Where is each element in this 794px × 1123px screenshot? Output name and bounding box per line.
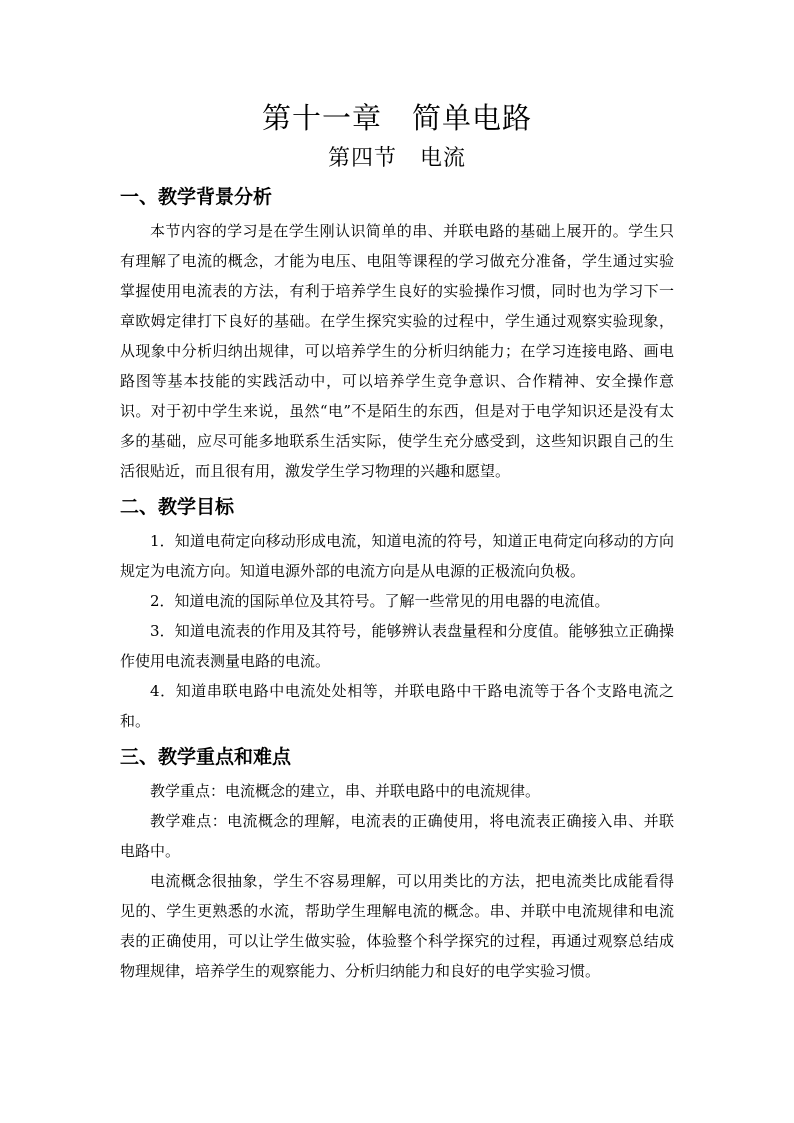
section-background (120, 182, 674, 486)
objective-item: 3．知道电流表的作用及其符号，能够辨认表盘量程和分度值。能够独立正确操作使用电流表测量电路的电流。 (120, 622, 674, 670)
key-point: 教学重点：电流概念的建立，串、并联电路中的电流规律。 (150, 782, 541, 800)
section-objectives (120, 492, 674, 736)
paragraph: 电流概念很抽象，学生不容易理解，可以用类比的方法，把电流类比成能看得见的、学生更熟悉的水流，帮助学生理解电流的概念。串、并联中电流规律和电流表的正确使用，可以让学生做实验，体验整个科学探究的过程，再通过观察总结成物理规律，培养学生的观察能力、分析归纳能力和良好的电学实验习惯。 (120, 872, 674, 980)
heading-background: 一、教学背景分析 (120, 186, 273, 208)
heading-key-points: 三、教学重点和难点 (120, 746, 292, 768)
chapter-title: 第十一章 简单电路 (261, 101, 532, 135)
difficulty: 教学难点：电流概念的理解，电流表的正确使用，将电流表正确接入串、并联电路中。 (120, 812, 674, 860)
paragraph: 本节内容的学习是在学生刚认识简单的串、并联电路的基础上展开的。学生只有理解了电流的概念，才能为电压、电阻等课程的学习做充分准备，学生通过实验掌握使用电流表的方法，有利于培养学生良好的实验操作习惯，同时也为学习下一章欧姆定律打下良好的基础。在学生探究实验的过程中，学生通过观察实验现象，从现象中分析归纳出规律，可以培养学生的分析归纳能力；在学习连接电路、画电路图等基本技能的实践活动中，可以培养学生竞争意识、合作精神、安全操作意识。对于初中学生来说，虽然“电”不是陌生的东西，但是对于电学知识还是没有太多的基础，应尽可能多地联系生活实际，使学生充分感受到，这些知识跟自己的生活很贴近，而且很有用，激发学生学习物理的兴趣和愿望。 (120, 222, 674, 480)
objective-item: 1．知道电荷定向移动形成电流，知道电流的符号，知道正电荷定向移动的方向规定为电流方向。知道电源外部的电流方向是从电源的正极流向负极。 (120, 532, 674, 580)
heading-objectives: 二、教学目标 (120, 496, 235, 518)
section-title: 第四节 电流 (327, 146, 466, 171)
objective-item: 4．知道串联电路中电流处处相等，并联电路中干路电流等于各个支路电流之和。 (120, 682, 674, 730)
section-key-points (120, 742, 674, 986)
objective-item: 2．知道电流的国际单位及其符号。了解一些常见的用电器的电流值。 (150, 592, 610, 610)
